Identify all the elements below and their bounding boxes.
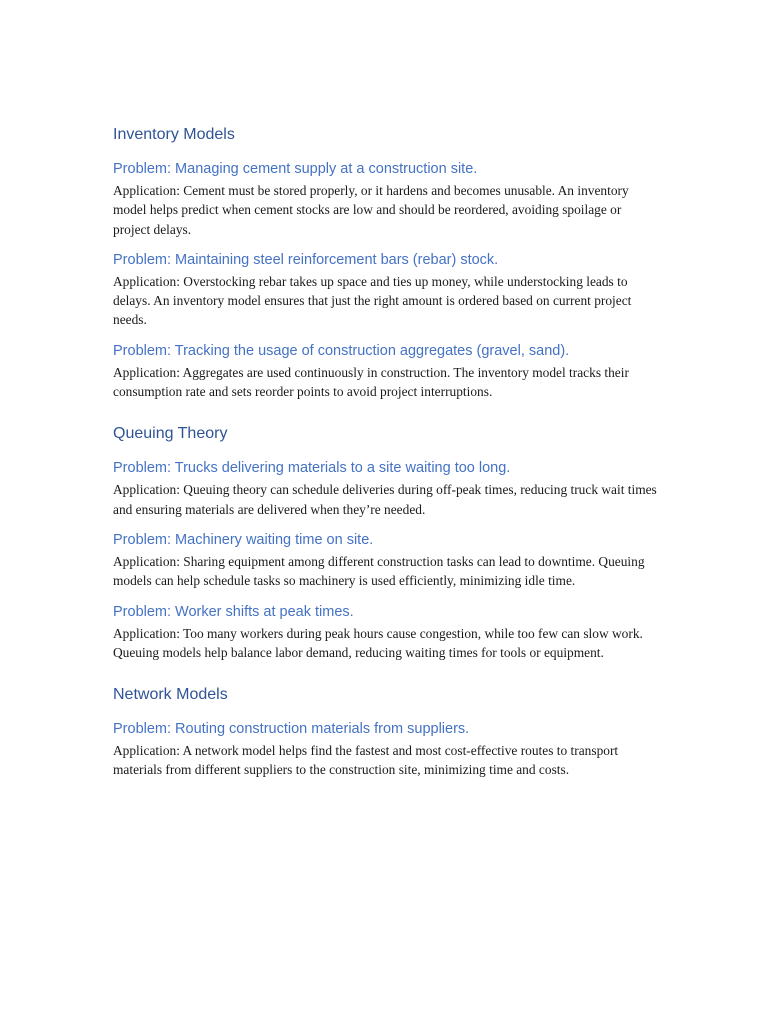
application-text: Application: Cement must be stored properly, or it hardens and becomes unusable. An inventory model helps predict when cement stocks are low and should be reordered, avoiding spoilage or project delays. bbox=[113, 183, 629, 237]
problem-item bbox=[113, 719, 658, 780]
section-heading: Queuing Theory bbox=[113, 425, 228, 443]
section-network-models bbox=[113, 684, 658, 780]
application-text: Application: Queuing theory can schedule deliveries during off-peak times, reducing truck wait times and ensuring materials are delivered when they’re needed. bbox=[113, 482, 657, 517]
problem-item bbox=[113, 530, 658, 591]
section-queuing-theory bbox=[113, 423, 658, 662]
problem-heading: Problem: Worker shifts at peak times. bbox=[113, 603, 354, 620]
application-text: Application: A network model helps find the fastest and most cost-effective routes to transport materials from different suppliers to the construction site, minimizing time and costs. bbox=[113, 743, 619, 778]
section-heading: Network Models bbox=[113, 686, 228, 704]
problem-item bbox=[113, 602, 658, 663]
problem-heading: Problem: Managing cement supply at a construction site. bbox=[113, 161, 478, 177]
section-heading: Inventory Models bbox=[113, 126, 235, 143]
application-text: Application: Too many workers during peak hours cause congestion, while too few can slow work. Queuing models help balance labor demand, reducing waiting times for tools or equipment. bbox=[113, 625, 643, 660]
problem-item bbox=[113, 159, 658, 239]
problem-item bbox=[113, 250, 658, 330]
problem-heading: Problem: Maintaining steel reinforcement bars (rebar) stock. bbox=[113, 251, 499, 268]
application-text: Application: Overstocking rebar takes up space and ties up money, while understocking leads to delays. An inventory model ensures that just the right amount is ordered based on current project needs. bbox=[113, 273, 632, 328]
document-page bbox=[113, 124, 658, 791]
problem-heading: Problem: Machinery waiting time on site. bbox=[113, 531, 374, 548]
problem-heading: Problem: Trucks delivering materials to a site waiting too long. bbox=[113, 460, 511, 477]
application-text: Application: Aggregates are used continuously in construction. The inventory model tracks their consumption rate and sets reorder points to avoid project interruptions. bbox=[113, 364, 629, 400]
problem-heading: Problem: Routing construction materials from suppliers. bbox=[113, 721, 470, 738]
problem-item bbox=[113, 458, 658, 519]
section-inventory-models bbox=[113, 124, 658, 401]
application-text: Application: Sharing equipment among different construction tasks can lead to downtime. Queuing models can help schedule tasks so machinery is used efficiently, minimizing idle time. bbox=[113, 553, 645, 589]
problem-item bbox=[113, 341, 658, 402]
problem-heading: Problem: Tracking the usage of construction aggregates (gravel, sand). bbox=[113, 342, 570, 359]
